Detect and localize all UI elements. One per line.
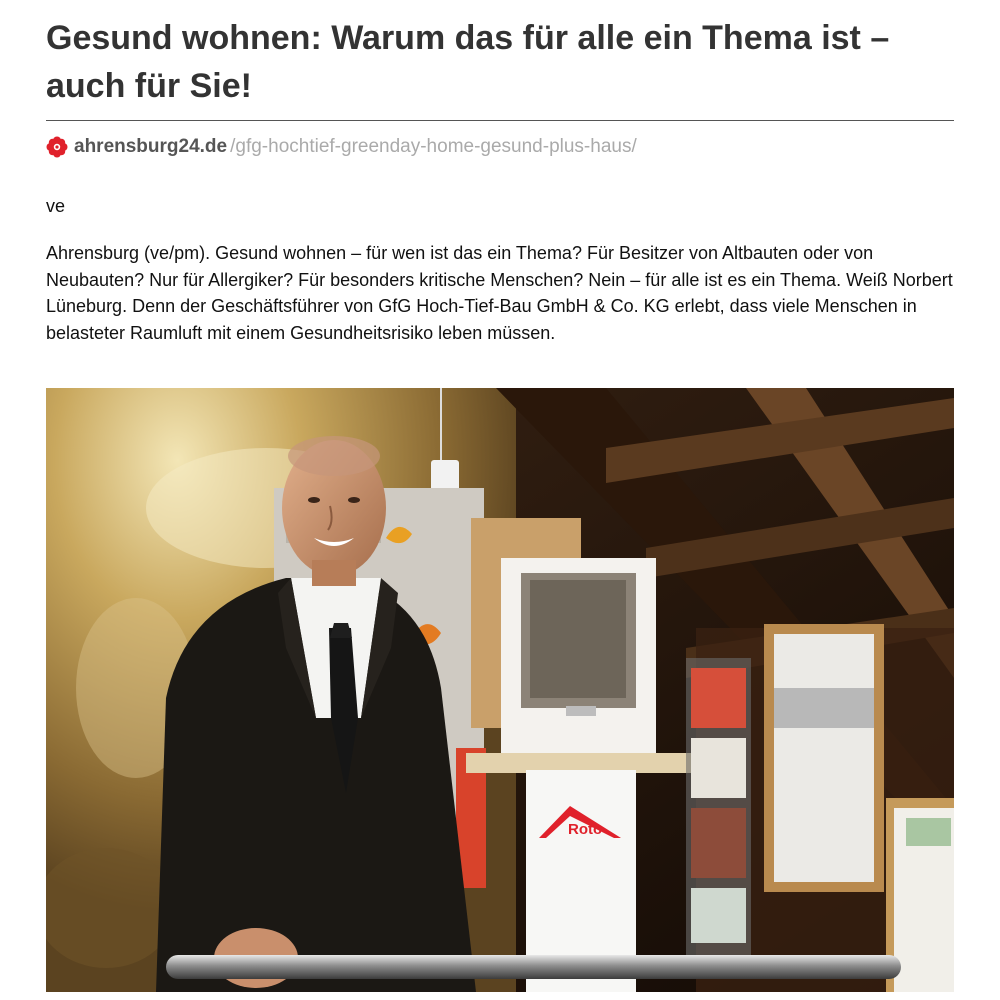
source-line[interactable] (46, 133, 637, 161)
article-photo (46, 388, 954, 992)
article-paragraph: Ahrensburg (ve/pm). Gesund wohnen – für wen ist das ein Thema? Für Besitzer von Altbauten oder von Neubauten? Nur für Allergiker? Für besonders kritische Menschen? Nein – für alle ist es ein Thema. Weiß Norbert Lüneburg. Denn der Geschäftsführer von GfG Hoch-Tief-Bau GmbH & Co. KG erlebt, dass viele Menschen in belasteter Raumluft mit einem Gesundheitsrisiko leben müssen. (46, 243, 953, 343)
article-title: Gesund wohnen: Warum das für alle ein Thema ist – auch für Sie! (46, 19, 890, 105)
title-divider (46, 120, 954, 121)
source-path-link[interactable]: /gfg-hochtief-greenday-home-gesund-plus-haus/ (230, 136, 637, 157)
author-byline: ve (46, 196, 66, 216)
red-flower-logo-icon (46, 136, 68, 158)
source-domain-link[interactable]: ahrensburg24.de (74, 136, 228, 157)
roto-logo-text: Roto (568, 821, 603, 838)
